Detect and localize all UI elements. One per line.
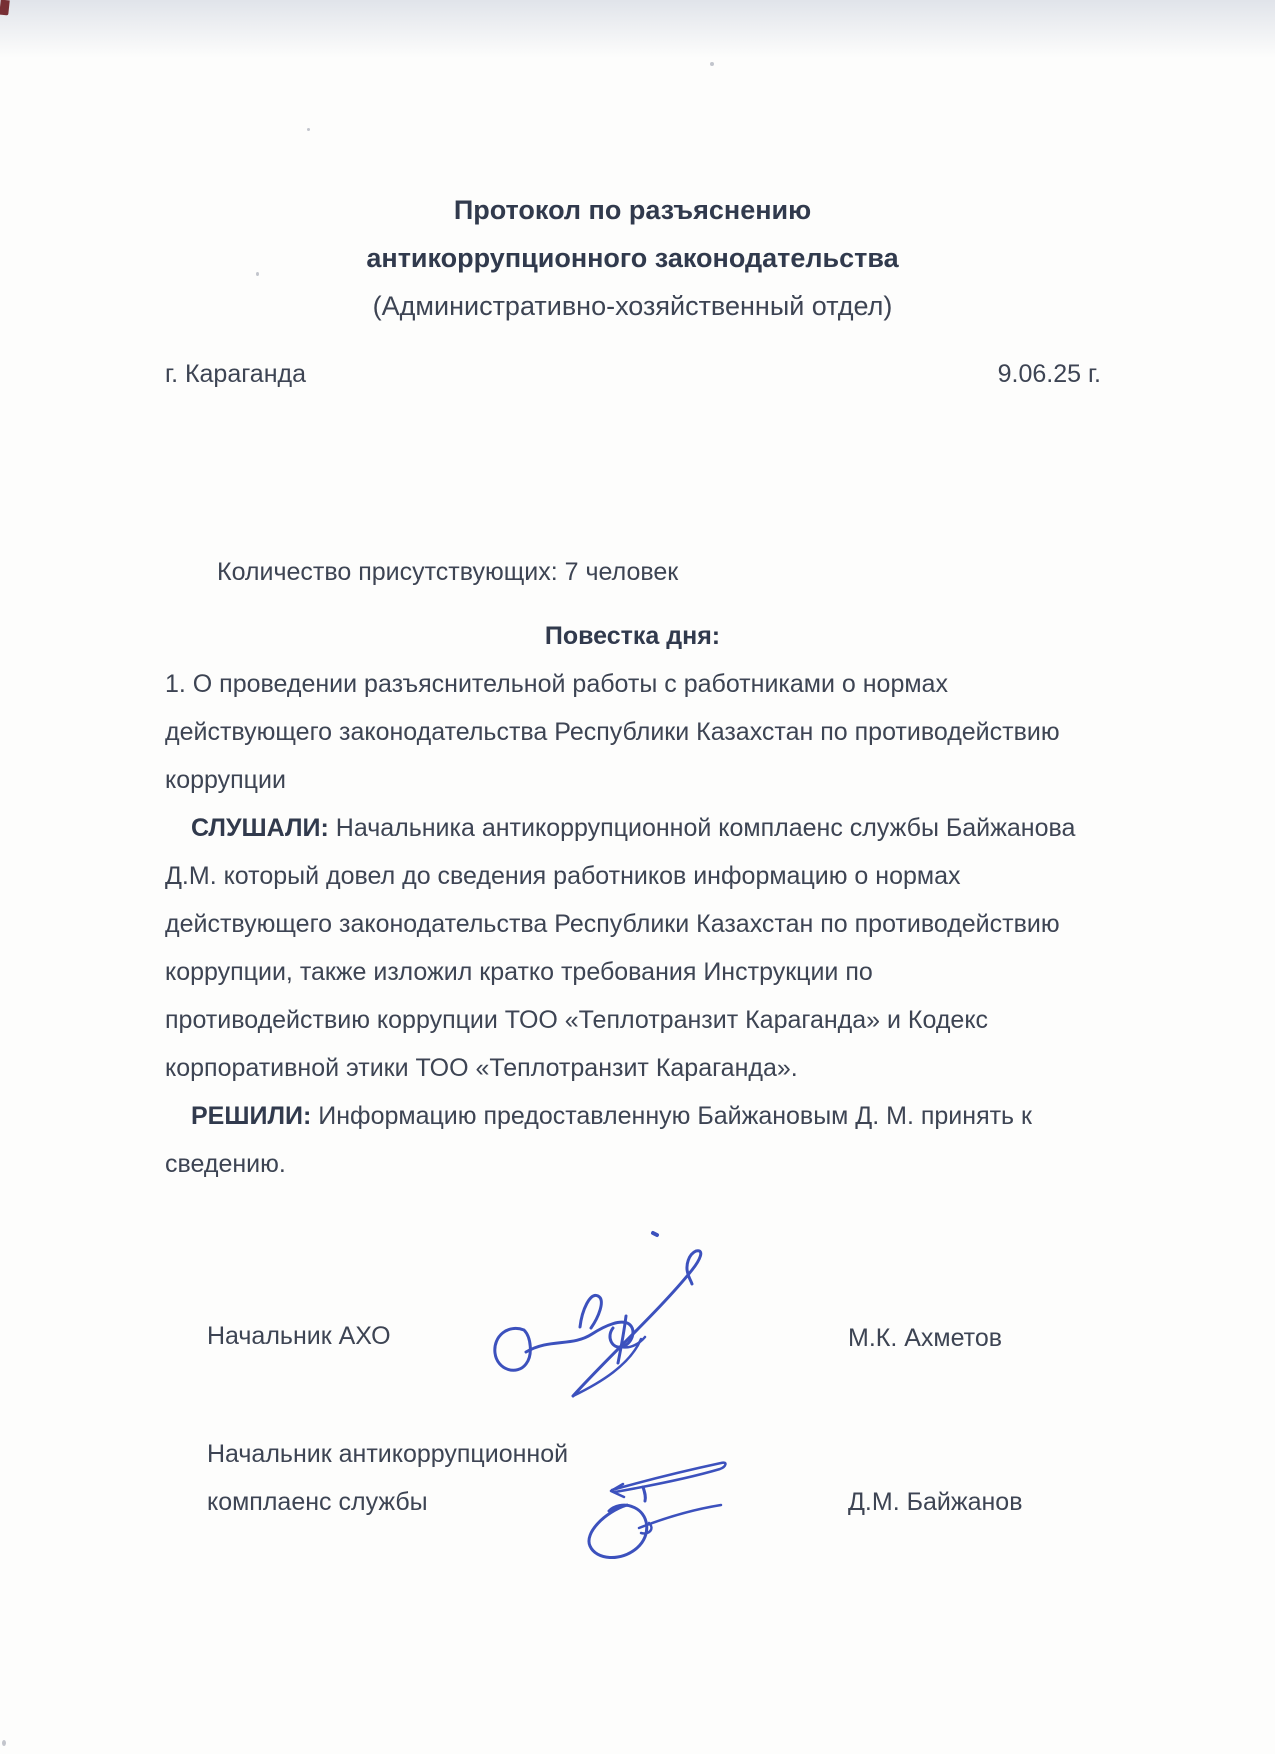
paragraph-text: противодействию коррупции ТОО «Теплотранзит Караганда» и Кодекс bbox=[165, 1006, 989, 1034]
place-label: г. Караганда bbox=[165, 360, 307, 388]
body-line bbox=[165, 852, 1225, 900]
title-line-1: Протокол по разъяснению bbox=[453, 195, 812, 225]
body-line bbox=[165, 1044, 1225, 1092]
body-line bbox=[165, 1140, 1225, 1188]
body-line bbox=[165, 996, 1225, 1044]
paragraph-text: коррупции, также изложил кратко требования Инструкции по bbox=[165, 958, 873, 986]
attendees-line: Количество присутствующих: 7 человек bbox=[217, 558, 679, 586]
body-line bbox=[165, 708, 1225, 756]
signature-baizhanov bbox=[575, 1440, 745, 1575]
place-date-row bbox=[165, 350, 1101, 398]
body-line bbox=[165, 900, 1225, 948]
signature-akhmetov bbox=[480, 1220, 740, 1420]
paragraph-text: Начальника антикоррупционной комплаенс службы Байжанова bbox=[328, 814, 1076, 842]
agenda-heading: Повестка дня: bbox=[544, 622, 721, 650]
document-title bbox=[165, 186, 1100, 330]
signer2-role bbox=[207, 1430, 568, 1526]
title-line-2: антикоррупционного законодательства bbox=[366, 243, 899, 273]
paragraph-text: 1. О проведении разъяснительной работы с работниками о нормах bbox=[165, 670, 948, 698]
body-line bbox=[165, 948, 1225, 996]
body-line bbox=[165, 1092, 1225, 1140]
signer1-role: Начальник АХО bbox=[207, 1322, 391, 1350]
body-line bbox=[165, 804, 1225, 852]
signer2-name: Д.М. Байжанов bbox=[848, 1488, 1023, 1516]
title-line-3: (Административно-хозяйственный отдел) bbox=[372, 291, 893, 321]
scan-speck bbox=[2, 1740, 6, 1746]
body-line bbox=[165, 660, 1225, 708]
signer2-role-line-2: комплаенс службы bbox=[207, 1488, 428, 1516]
signer2-role-line-1: Начальник антикоррупционной bbox=[207, 1440, 569, 1468]
signer1-name: М.К. Ахметов bbox=[848, 1324, 1003, 1352]
body-line bbox=[165, 756, 1225, 804]
paragraph-label: РЕШИЛИ: bbox=[191, 1102, 312, 1130]
scan-speck bbox=[307, 128, 310, 131]
paragraph-text: корпоративной этики ТОО «Теплотранзит Караганда». bbox=[165, 1054, 798, 1082]
scan-speck bbox=[710, 62, 714, 66]
document-body bbox=[165, 660, 1225, 1188]
paragraph-text: сведению. bbox=[165, 1150, 286, 1178]
paragraph-text: действующего законодательства Республики Казахстан по противодействию bbox=[165, 718, 1060, 746]
paragraph-text: Д.М. который довел до сведения работников информацию о нормах bbox=[165, 862, 961, 890]
paragraph-text: действующего законодательства Республики Казахстан по противодействию bbox=[165, 910, 1060, 938]
paragraph-text: Информацию предоставленную Байжановым Д. М. принять к bbox=[311, 1102, 1032, 1130]
corner-stamp-mark bbox=[0, 0, 10, 15]
date-label: 9.06.25 г. bbox=[997, 360, 1101, 388]
paragraph-label: СЛУШАЛИ: bbox=[191, 814, 329, 842]
paragraph-text: коррупции bbox=[165, 766, 286, 794]
